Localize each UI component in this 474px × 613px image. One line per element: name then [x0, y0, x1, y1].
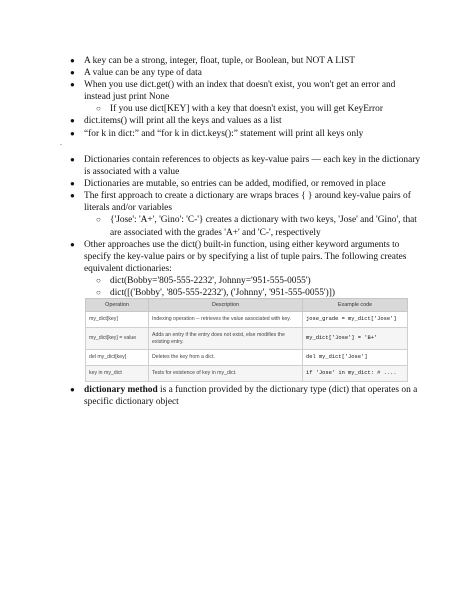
list-item-text: Dictionaries contain references to objects as key-value pairs — each key in the dictionary is associated with a value [84, 155, 421, 178]
example-code-cell: del my_dict['Jose'] [303, 350, 408, 366]
list-item [0, 214, 428, 238]
bullet-icon: ● [70, 191, 75, 201]
table-header-row [86, 299, 408, 312]
operation-cell: my_dict[key] = value [86, 328, 149, 350]
bullet-icon: ● [70, 385, 75, 394]
list-item [0, 239, 424, 275]
header-example-code: Example code [303, 299, 408, 312]
list-item-text: dict.items() will print all the keys and values as a list [84, 116, 282, 127]
list-item [0, 154, 424, 178]
list-item-text: A value can be any type of data [84, 68, 202, 79]
operation-cell: my_dict[key] [86, 312, 149, 328]
example-code-cell: if 'Jose' in my_dict: # .... [303, 366, 408, 382]
list-item [0, 178, 424, 190]
description-cell: Deletes the key from a dict. [149, 350, 303, 366]
bullet-list-dictionaries [0, 154, 474, 299]
description-cell: Adds an entry if the entry does not exist, else modifies the existing entry. [149, 328, 303, 350]
bullet-icon: ● [70, 68, 75, 78]
hollow-bullet-icon: ○ [96, 275, 101, 285]
list-item [0, 79, 424, 103]
table-row [86, 312, 408, 328]
list-item-text: dict([('Bobby', '805-555-2232'), ('Johnny', '951-555-0055')]) [110, 288, 335, 299]
list-item-text: A key can be a strong, integer, float, tuple, or Boolean, but NOT A LIST [84, 56, 356, 66]
list-item [0, 67, 424, 79]
bullet-icon: ● [70, 56, 75, 65]
list-item-text: If you use dict[KEY] with a key that doesn't exist, you will get KeyError [110, 104, 383, 115]
description-cell: Indexing operation -- retrieves the value associated with key. [149, 312, 303, 328]
bullet-icon: ● [70, 179, 75, 189]
example-code-cell: my_dict['Jose'] = 'B+' [303, 328, 408, 350]
stray-mark: - [60, 142, 62, 148]
bullet-icon: ● [70, 128, 75, 138]
table-row [86, 328, 408, 350]
list-item [0, 55, 424, 67]
hollow-bullet-icon: ○ [96, 288, 101, 298]
bullet-icon: ● [70, 155, 75, 164]
list-item [0, 190, 424, 214]
bullet-icon: ● [70, 116, 75, 126]
list-item [0, 128, 424, 140]
table-row [86, 366, 408, 382]
list-item-text: Other approaches use the dict() built-in function, using either keyword arguments to specify the key-value pairs or by specifying a list of tuple pairs. The following creates equivalent dictionaries: [84, 239, 407, 274]
list-item [0, 384, 424, 408]
hollow-bullet-icon: ○ [96, 215, 101, 225]
list-item-text: Dictionaries are mutable, so entries can be added, modified, or removed in place [84, 179, 386, 190]
dictionary-method-definition: is a function provided by the dictionary type (dict) that operates on a specific dictionary object [84, 385, 418, 408]
hollow-bullet-icon: ○ [96, 104, 101, 114]
dictionary-operations-table [85, 298, 408, 382]
operation-cell: key in my_dict [86, 366, 149, 382]
list-item-text: “for k in dict:” and “for k in dict.keys():” statement will print all keys only [84, 128, 364, 139]
bullet-list-method [0, 384, 474, 408]
operation-cell: del my_dict[key] [86, 350, 149, 366]
header-description: Description [149, 299, 303, 312]
header-operation: Operation [86, 299, 149, 312]
list-item-text: dict(Bobby='805-555-2232', Johnny='951-555-0055') [110, 275, 311, 286]
list-item-text: The first approach to create a dictionary are wraps braces { } around key-value pairs of literals and/or variables [84, 191, 411, 214]
table-row [86, 350, 408, 366]
dictionary-method-term: dictionary method [84, 385, 158, 395]
example-code-cell: jose_grade = my_dict['Jose'] [303, 312, 408, 328]
description-cell: Tests for existence of key in my_dict. [149, 366, 303, 382]
list-item [0, 115, 424, 127]
list-item [0, 275, 428, 287]
list-item [0, 103, 428, 115]
list-item-text: When you use dict.get() with an index that doesn't exist, you won't get an error and instead just print None [84, 80, 396, 103]
bullet-icon: ● [70, 80, 75, 90]
bullet-icon: ● [70, 239, 75, 249]
list-item-text: {'Jose': 'A+', 'Gino': 'C-'} creates a dictionary with two keys, 'Jose' and 'Gino', that are associated with the grades 'A+' and 'C-', respectively [110, 215, 417, 238]
bullet-list-top [0, 55, 474, 140]
